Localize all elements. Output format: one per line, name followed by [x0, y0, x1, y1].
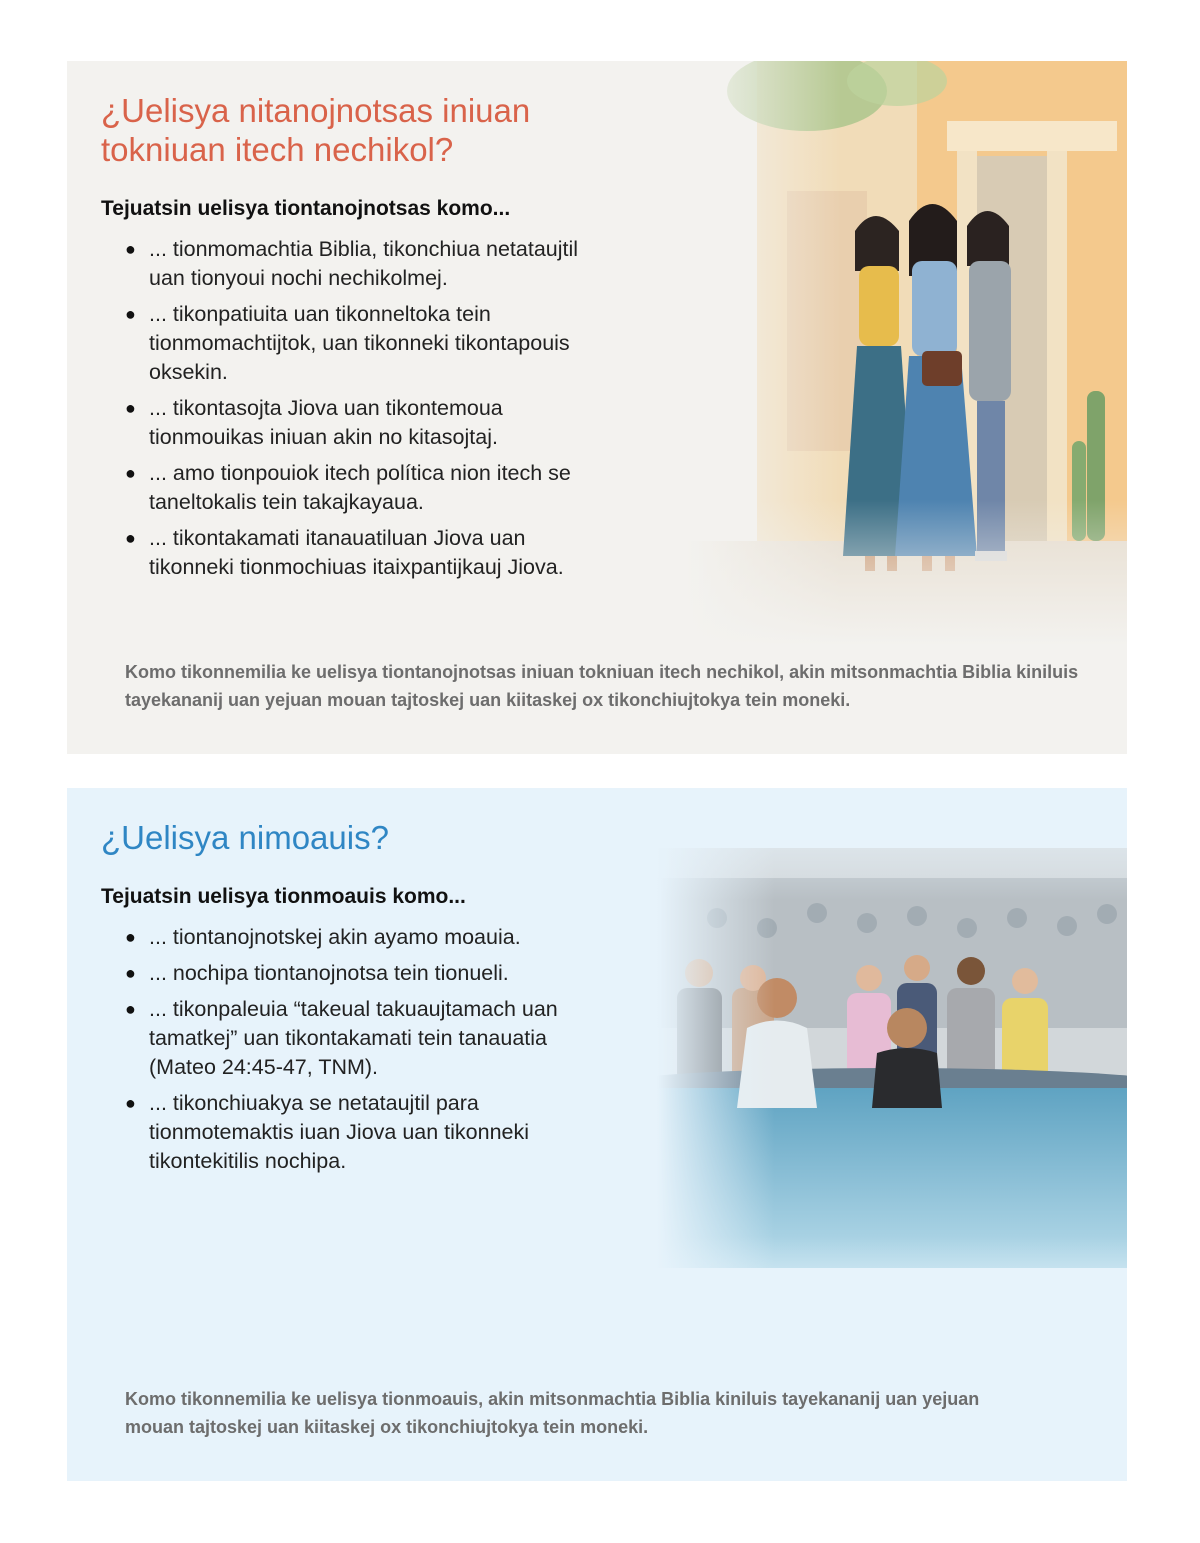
- list-item: ● ... tiontanojnotskej akin ayamo moauia.: [125, 923, 569, 952]
- list-item: ● ... tikontasojta Jiova uan tikontemoua tionmouikas iniuan akin no kitasojtaj.: [125, 396, 503, 449]
- list-item: ● ... tikonchiuakya se netataujtil para tionmotemaktis iuan Jiova uan tikonneki tikontekitilis nochipa.: [125, 1091, 530, 1173]
- list-item: ● ... tionmomachtia Biblia, tikonchiua netataujtil uan tionyoui nochi nechikolmej.: [125, 237, 579, 290]
- meetings-card: [67, 61, 1127, 754]
- bullet-icon: ●: [125, 398, 136, 418]
- baptism-card: [67, 788, 1127, 1481]
- card-title: ¿Uelisya nimoauis?: [101, 819, 389, 856]
- bullet-icon: ●: [125, 304, 136, 324]
- requirements-list: [101, 235, 621, 582]
- list-item: ● ... amo tionpouiok itech política nion itech se taneltokalis tein takajkayaua.: [125, 461, 571, 514]
- bullet-icon: ●: [125, 1093, 136, 1113]
- card-lead: Tejuatsin uelisya tionmoauis komo...: [101, 885, 466, 908]
- bullet-icon: ●: [125, 927, 136, 947]
- requirements-list: [101, 923, 569, 1176]
- list-item: ● ... tikonpatiuita uan tikonneltoka tein tionmomachtijtok, uan tikonneki tikontapouis oksekin.: [125, 302, 570, 384]
- bullet-icon: ●: [125, 239, 136, 259]
- card-note: Komo tikonnemilia ke uelisya tiontanojnotsas iniuan tokniuan itech nechikol, akin mitsonmachtia Biblia kiniluis tayekananij uan yejuan mouan tajtoskej uan kiitaskej ox tikonchiujtokya tein moneki.: [125, 662, 1079, 710]
- card-note: Komo tikonnemilia ke uelisya tionmoauis, akin mitsonmachtia Biblia kiniluis tayekananij uan yejuan mouan tajtoskej uan kiitaskej ox tikonchiujtokya tein moneki.: [125, 1389, 980, 1437]
- list-item: ● ... nochipa tiontanojnotsa tein tionueli.: [125, 959, 569, 988]
- bullet-icon: ●: [125, 463, 136, 483]
- preaching-illustration: [687, 61, 1127, 646]
- card-lead: Tejuatsin uelisya tiontanojnotsas komo...: [101, 197, 511, 220]
- baptism-illustration: [657, 788, 1127, 1348]
- bullet-icon: ●: [125, 963, 136, 983]
- list-item: ● ... tikonpaleuia “takeual takuaujtamach uan tamatkej” uan tikontakamati tein tanauatia (Mateo 24:45-47, TNM).: [125, 997, 558, 1079]
- list-item: ● ... tikontakamati itanauatiluan Jiova uan tikonneki tionmochiuas itaixpantijkauj Jiova.: [125, 526, 564, 579]
- bullet-icon: ●: [125, 999, 136, 1019]
- bullet-icon: ●: [125, 528, 136, 548]
- card-title: ¿Uelisya nitanojnotsas iniuan tokniuan itech nechikol?: [101, 92, 531, 168]
